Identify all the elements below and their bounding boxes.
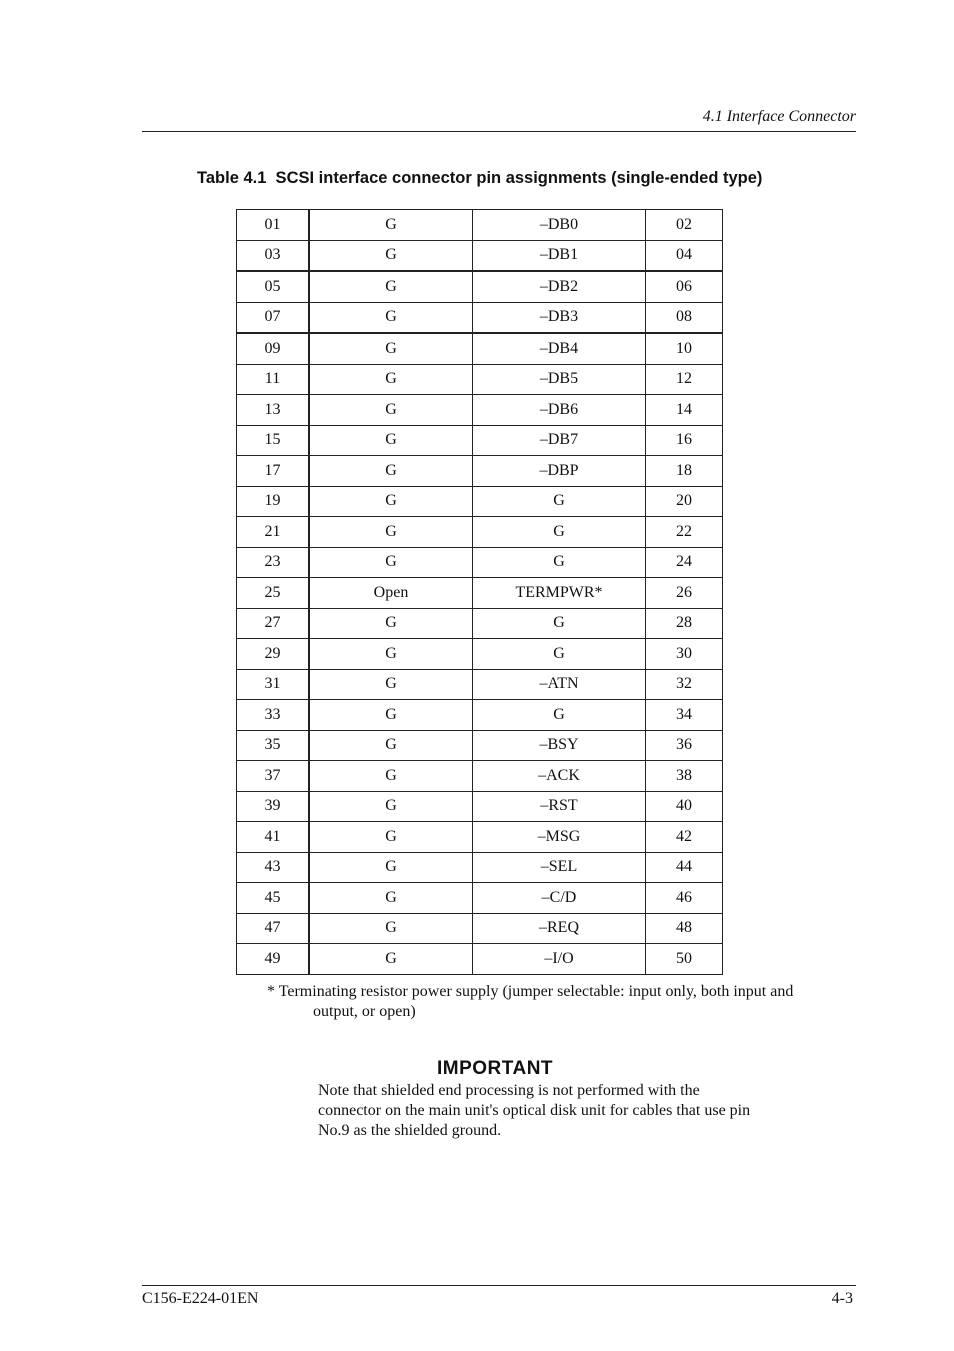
signal-even: G xyxy=(473,517,646,548)
important-line-2: connector on the main unit's optical disk unit for cables that use pin xyxy=(318,1102,751,1119)
table-row xyxy=(237,578,723,609)
signal-even: G xyxy=(473,639,646,670)
table-row xyxy=(237,395,723,426)
pin-number-odd: 07 xyxy=(237,302,310,333)
pin-number-even: 38 xyxy=(646,761,723,792)
table-row xyxy=(237,425,723,456)
pin-number-odd: 23 xyxy=(237,547,310,578)
table-row xyxy=(237,240,723,271)
pin-number-odd: 37 xyxy=(237,761,310,792)
pin-number-odd: 31 xyxy=(237,669,310,700)
signal-even: G xyxy=(473,486,646,517)
signal-even: –DB7 xyxy=(473,425,646,456)
signal-even: TERMPWR* xyxy=(473,578,646,609)
signal-even: –DBP xyxy=(473,456,646,487)
pin-number-even: 32 xyxy=(646,669,723,700)
pin-number-odd: 43 xyxy=(237,852,310,883)
table-row xyxy=(237,944,723,975)
pin-number-even: 26 xyxy=(646,578,723,609)
signal-even: –C/D xyxy=(473,883,646,914)
signal-odd: G xyxy=(309,456,473,487)
pin-table-body xyxy=(237,210,723,975)
signal-odd: G xyxy=(309,425,473,456)
pin-number-even: 18 xyxy=(646,456,723,487)
table-row xyxy=(237,852,723,883)
pin-assignment-table xyxy=(236,209,723,975)
document-id: C156-E224-01EN xyxy=(142,1290,259,1307)
signal-even: –DB4 xyxy=(473,333,646,364)
table-row xyxy=(237,364,723,395)
footer-rule xyxy=(142,1285,856,1286)
signal-even: G xyxy=(473,608,646,639)
pin-number-even: 14 xyxy=(646,395,723,426)
signal-even: –ATN xyxy=(473,669,646,700)
signal-odd: G xyxy=(309,639,473,670)
table-row xyxy=(237,639,723,670)
table-row xyxy=(237,547,723,578)
pin-number-even: 12 xyxy=(646,364,723,395)
pin-number-even: 34 xyxy=(646,700,723,731)
table-row xyxy=(237,608,723,639)
header-rule xyxy=(142,131,856,132)
table-row xyxy=(237,700,723,731)
signal-odd: G xyxy=(309,944,473,975)
table-row xyxy=(237,669,723,700)
pin-number-even: 50 xyxy=(646,944,723,975)
pin-number-odd: 03 xyxy=(237,240,310,271)
signal-odd: G xyxy=(309,486,473,517)
pin-number-odd: 33 xyxy=(237,700,310,731)
table-row xyxy=(237,333,723,364)
pin-number-even: 08 xyxy=(646,302,723,333)
important-note xyxy=(318,1081,818,1141)
signal-odd: G xyxy=(309,730,473,761)
signal-odd: G xyxy=(309,913,473,944)
table-row xyxy=(237,486,723,517)
signal-even: –I/O xyxy=(473,944,646,975)
table-footnote xyxy=(267,982,867,1022)
pin-number-even: 06 xyxy=(646,271,723,302)
pin-number-odd: 39 xyxy=(237,791,310,822)
signal-even: –REQ xyxy=(473,913,646,944)
signal-odd: G xyxy=(309,364,473,395)
pin-number-odd: 47 xyxy=(237,913,310,944)
pin-number-odd: 29 xyxy=(237,639,310,670)
pin-number-even: 46 xyxy=(646,883,723,914)
table-row xyxy=(237,761,723,792)
table-row xyxy=(237,730,723,761)
signal-odd: Open xyxy=(309,578,473,609)
signal-even: –RST xyxy=(473,791,646,822)
table-caption: Table 4.1 SCSI interface connector pin assignments (single-ended type) xyxy=(197,169,763,187)
pin-number-even: 22 xyxy=(646,517,723,548)
pin-number-even: 44 xyxy=(646,852,723,883)
table-row xyxy=(237,883,723,914)
signal-even: –ACK xyxy=(473,761,646,792)
signal-odd: G xyxy=(309,333,473,364)
pin-number-even: 36 xyxy=(646,730,723,761)
pin-number-odd: 01 xyxy=(237,210,310,241)
pin-number-odd: 41 xyxy=(237,822,310,853)
pin-number-even: 48 xyxy=(646,913,723,944)
signal-odd: G xyxy=(309,271,473,302)
pin-number-even: 42 xyxy=(646,822,723,853)
signal-even: G xyxy=(473,547,646,578)
signal-even: –BSY xyxy=(473,730,646,761)
signal-odd: G xyxy=(309,822,473,853)
signal-even: –DB1 xyxy=(473,240,646,271)
important-line-3: No.9 as the shielded ground. xyxy=(318,1122,502,1139)
pin-number-even: 20 xyxy=(646,486,723,517)
pin-number-even: 28 xyxy=(646,608,723,639)
signal-even: –DB0 xyxy=(473,210,646,241)
pin-number-odd: 49 xyxy=(237,944,310,975)
table-row xyxy=(237,302,723,333)
page-number: 4-3 xyxy=(831,1290,853,1307)
signal-even: –DB5 xyxy=(473,364,646,395)
signal-odd: G xyxy=(309,240,473,271)
table-row xyxy=(237,456,723,487)
signal-odd: G xyxy=(309,608,473,639)
signal-odd: G xyxy=(309,700,473,731)
pin-number-odd: 27 xyxy=(237,608,310,639)
signal-even: –DB2 xyxy=(473,271,646,302)
table-row xyxy=(237,210,723,241)
signal-odd: G xyxy=(309,852,473,883)
pin-number-odd: 45 xyxy=(237,883,310,914)
pin-number-odd: 35 xyxy=(237,730,310,761)
table-row xyxy=(237,913,723,944)
running-header: 4.1 Interface Connector xyxy=(702,108,856,125)
pin-number-odd: 13 xyxy=(237,395,310,426)
pin-number-odd: 11 xyxy=(237,364,310,395)
important-heading: IMPORTANT xyxy=(437,1058,554,1079)
signal-odd: G xyxy=(309,547,473,578)
signal-odd: G xyxy=(309,517,473,548)
signal-odd: G xyxy=(309,761,473,792)
pin-number-even: 10 xyxy=(646,333,723,364)
pin-number-even: 04 xyxy=(646,240,723,271)
pin-number-odd: 09 xyxy=(237,333,310,364)
signal-odd: G xyxy=(309,395,473,426)
important-line-1: Note that shielded end processing is not performed with the xyxy=(318,1082,700,1099)
pin-number-odd: 25 xyxy=(237,578,310,609)
table-row xyxy=(237,517,723,548)
signal-even: –SEL xyxy=(473,852,646,883)
signal-even: G xyxy=(473,700,646,731)
signal-odd: G xyxy=(309,210,473,241)
signal-even: –MSG xyxy=(473,822,646,853)
table-row xyxy=(237,791,723,822)
pin-number-odd: 21 xyxy=(237,517,310,548)
pin-number-even: 02 xyxy=(646,210,723,241)
signal-even: –DB3 xyxy=(473,302,646,333)
signal-odd: G xyxy=(309,883,473,914)
pin-number-even: 40 xyxy=(646,791,723,822)
signal-odd: G xyxy=(309,669,473,700)
pin-number-odd: 19 xyxy=(237,486,310,517)
pin-number-even: 16 xyxy=(646,425,723,456)
table-row xyxy=(237,822,723,853)
pin-number-odd: 05 xyxy=(237,271,310,302)
pin-number-odd: 17 xyxy=(237,456,310,487)
footnote-line-1: * Terminating resistor power supply (jumper selectable: input only, both input and xyxy=(267,983,794,1000)
pin-number-even: 24 xyxy=(646,547,723,578)
pin-number-even: 30 xyxy=(646,639,723,670)
pin-number-odd: 15 xyxy=(237,425,310,456)
signal-even: –DB6 xyxy=(473,395,646,426)
signal-odd: G xyxy=(309,302,473,333)
footnote-line-2: output, or open) xyxy=(313,1003,416,1020)
table-row xyxy=(237,271,723,302)
signal-odd: G xyxy=(309,791,473,822)
